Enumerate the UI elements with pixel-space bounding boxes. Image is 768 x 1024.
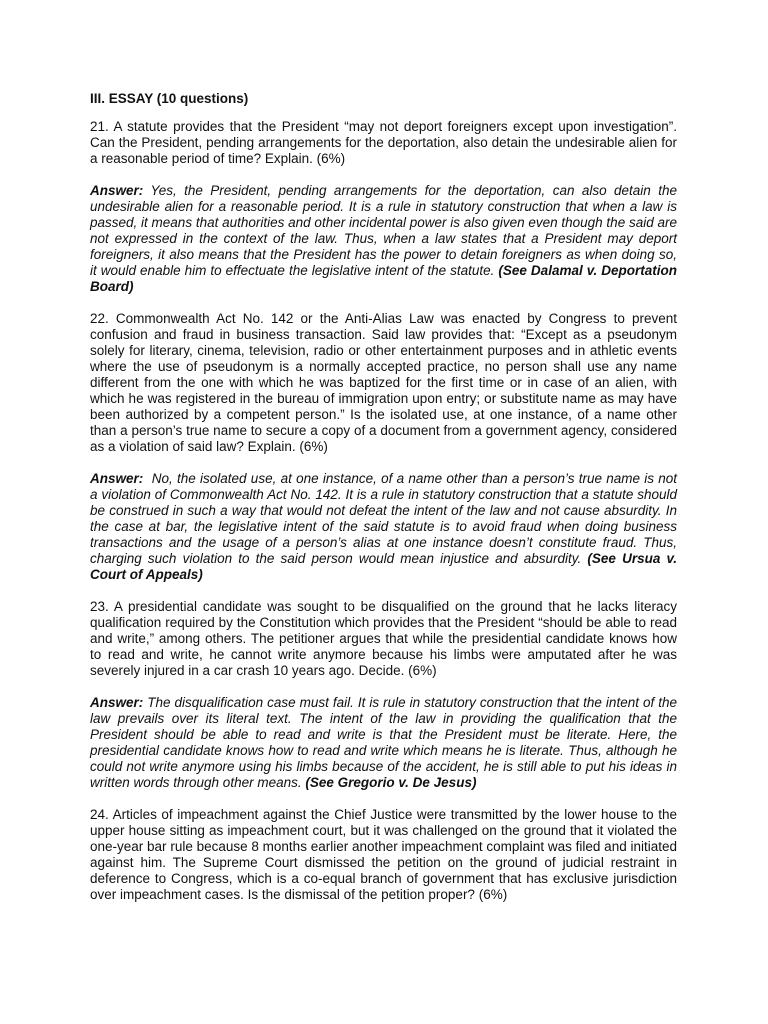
- question-21: 21. A statute provides that the President “may not deport foreigners except upon investigation”. Can the President, pending arrangements for the deportation, also detain the undesirable alien for a reasonable period of time? Explain. (6%): [90, 119, 677, 166]
- question-22: 22. Commonwealth Act No. 142 or the Anti-Alias Law was enacted by Congress to prevent confusion and fraud in business transaction. Said law provides that: “Except as a pseudonym solely for literary, cinema, television, radio or other entertainment purposes and in athletic events where the use of pseudonym is a normally accepted practice, no person shall use any name different from the one with which he was baptized for the first time or in case of an alien, with which he was registered in the bureau of immigration upon entry; or substitute name as may have been authorized by a competent person.” Is the isolated use, at one instance, of a name other than a person’s true name to secure a copy of a document from a government agency, considered as a violation of said law? Explain. (6%): [90, 311, 677, 454]
- answer-text: Yes, the President, pending arrangements for the deportation, can also detain the undesirable alien for a reasonable period. It is a rule in statutory construction that when a law is passed, it means that authorities and other incidental power is also given even though the said are not expressed in the context of the law. Thus, when a law states that a President may deport foreigners, it also means that the President has the power to detain foreigners as when doing so, it would enable him to effectuate the legislative intent of the statute.: [90, 183, 677, 278]
- question-23: 23. A presidential candidate was sought to be disqualified on the ground that he lacks literacy qualification required by the Constitution which provides that the President “should be able to read and write,” among others. The petitioner argues that while the presidential candidate knows how to read and write, he cannot write anymore because his limbs were amputated after he was severely injured in a car crash 10 years ago. Decide. (6%): [90, 599, 677, 678]
- answer-text: No, the isolated use, at one instance, of a name other than a person’s true name is not a violation of Commonwealth Act No. 142. It is a rule in statutory construction that a statute should be construed in such a way that would not defeat the intent of the law and not cause absurdity. In the case at bar, the legislative intent of the said statute is to avoid fraud when doing business transactions and the usage of a person’s alias at one instance doesn’t constitute fraud. Thus, charging such violation to the said person would mean injustice and absurdity.: [90, 471, 677, 566]
- answer-21: [90, 183, 677, 295]
- answer-label: Answer:: [90, 471, 144, 486]
- answer-citation: (See Gregorio v. De Jesus): [305, 775, 477, 790]
- answer-citation: (See Dalamal v. Deportation Board): [90, 263, 677, 294]
- document-page: [90, 91, 677, 919]
- answer-label: Answer:: [90, 695, 144, 710]
- question-24: 24. Articles of impeachment against the Chief Justice were transmitted by the lower house to the upper house sitting as impeachment court, but it was challenged on the ground that it violated the one-year bar rule because 8 months earlier another impeachment complaint was filed and initiated against him. The Supreme Court dismissed the petition on the ground of judicial restraint in deference to Congress, which is a co-equal branch of government that has exclusive jurisdiction over impeachment cases. Is the dismissal of the petition proper? (6%): [90, 807, 677, 902]
- section-heading: III. ESSAY (10 questions): [90, 91, 249, 106]
- answer-label: Answer:: [90, 183, 144, 198]
- answer-citation: (See Ursua v. Court of Appeals): [90, 551, 677, 582]
- answer-text: The disqualification case must fail. It is rule in statutory construction that the intent of the law prevails over its literal text. The intent of the law in providing the qualification that the President should be able to read and write is that the President must be literate. Here, the presidential candidate knows how to read and write which means he is literate. Thus, although he could not write anymore using his limbs because of the accident, he is still able to put his ideas in written words through other means.: [90, 695, 677, 790]
- answer-22: [90, 471, 677, 583]
- answer-23: [90, 695, 677, 791]
